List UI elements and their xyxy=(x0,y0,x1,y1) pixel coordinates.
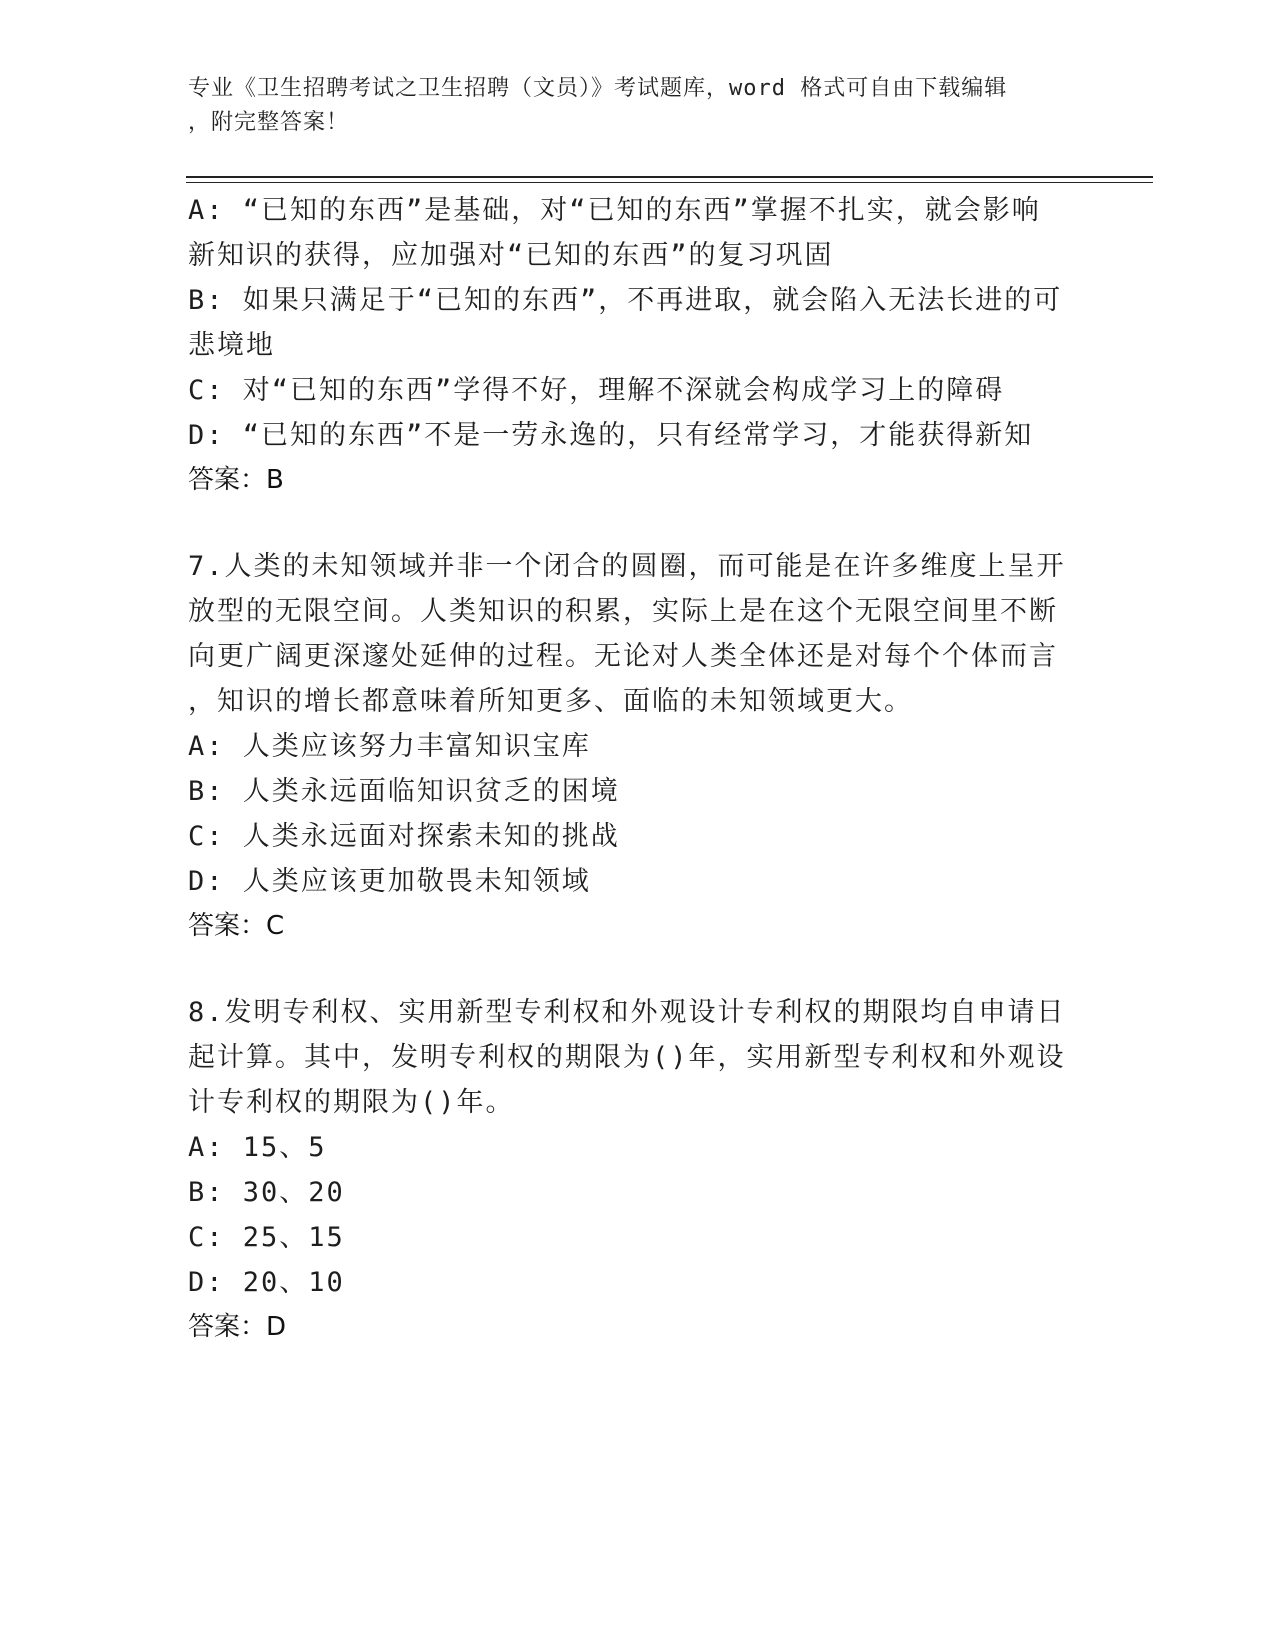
question-stem-line: 起计算。其中，发明专利权的期限为()年，实用新型专利权和外观设 xyxy=(188,1042,1066,1073)
option-d: D: 20、10 xyxy=(188,1267,345,1298)
option-b-line: B: 如果只满足于“已知的东西”，不再进取，就会陷入无法长进的可 xyxy=(188,285,1063,316)
header-divider-thick xyxy=(186,176,1153,178)
option-c: C: 对“已知的东西”学得不好，理解不深就会构成学习上的障碍 xyxy=(188,375,1005,406)
option-d: D: 人类应该更加敬畏未知领域 xyxy=(188,866,591,897)
question-stem-line: 7.人类的未知领域并非一个闭合的圆圈，而可能是在许多维度上呈开 xyxy=(188,551,1066,582)
option-b: B: 30、20 xyxy=(188,1177,345,1208)
answer-label: 答案：D xyxy=(188,1312,287,1342)
question-list xyxy=(188,188,1088,1391)
option-a-line: A: “已知的东西”是基础，对“已知的东西”掌握不扎实，就会影响 xyxy=(188,195,1041,226)
question-6-block xyxy=(188,188,1088,503)
question-stem-line: 放型的无限空间。人类知识的积累，实际上是在这个无限空间里不断 xyxy=(188,596,1058,627)
answer-label: 答案：B xyxy=(188,465,284,495)
option-d: D: “已知的东西”不是一劳永逸的，只有经常学习，才能获得新知 xyxy=(188,420,1034,451)
question-stem-line: 计专利权的期限为()年。 xyxy=(188,1087,515,1118)
question-stem-line: 向更广阔更深邃处延伸的过程。无论对人类全体还是对每个个体而言 xyxy=(188,641,1058,672)
question-7-block xyxy=(188,544,1088,949)
option-c: C: 25、15 xyxy=(188,1222,345,1253)
question-stem-line: ，知识的增长都意味着所知更多、面临的未知领域更大。 xyxy=(188,686,913,717)
header-line-2: ，附完整答案！ xyxy=(188,110,350,135)
header-divider-thin xyxy=(186,182,1153,183)
question-stem-line: 8.发明专利权、实用新型专利权和外观设计专利权的期限均自申请日 xyxy=(188,997,1066,1028)
option-a-line: 新知识的获得，应加强对“已知的东西”的复习巩固 xyxy=(188,240,834,271)
option-a: A: 人类应该努力丰富知识宝库 xyxy=(188,731,591,762)
option-a: A: 15、5 xyxy=(188,1132,327,1163)
page-header xyxy=(188,72,1068,140)
option-c: C: 人类永远面对探索未知的挑战 xyxy=(188,821,620,852)
option-b: B: 人类永远面临知识贫乏的困境 xyxy=(188,776,620,807)
question-8-block xyxy=(188,990,1088,1350)
option-b-line: 悲境地 xyxy=(188,330,275,361)
header-line-1: 专业《卫生招聘考试之卫生招聘（文员）》考试题库，word 格式可自由下载编辑 xyxy=(188,76,1008,101)
answer-label: 答案：C xyxy=(188,911,285,941)
